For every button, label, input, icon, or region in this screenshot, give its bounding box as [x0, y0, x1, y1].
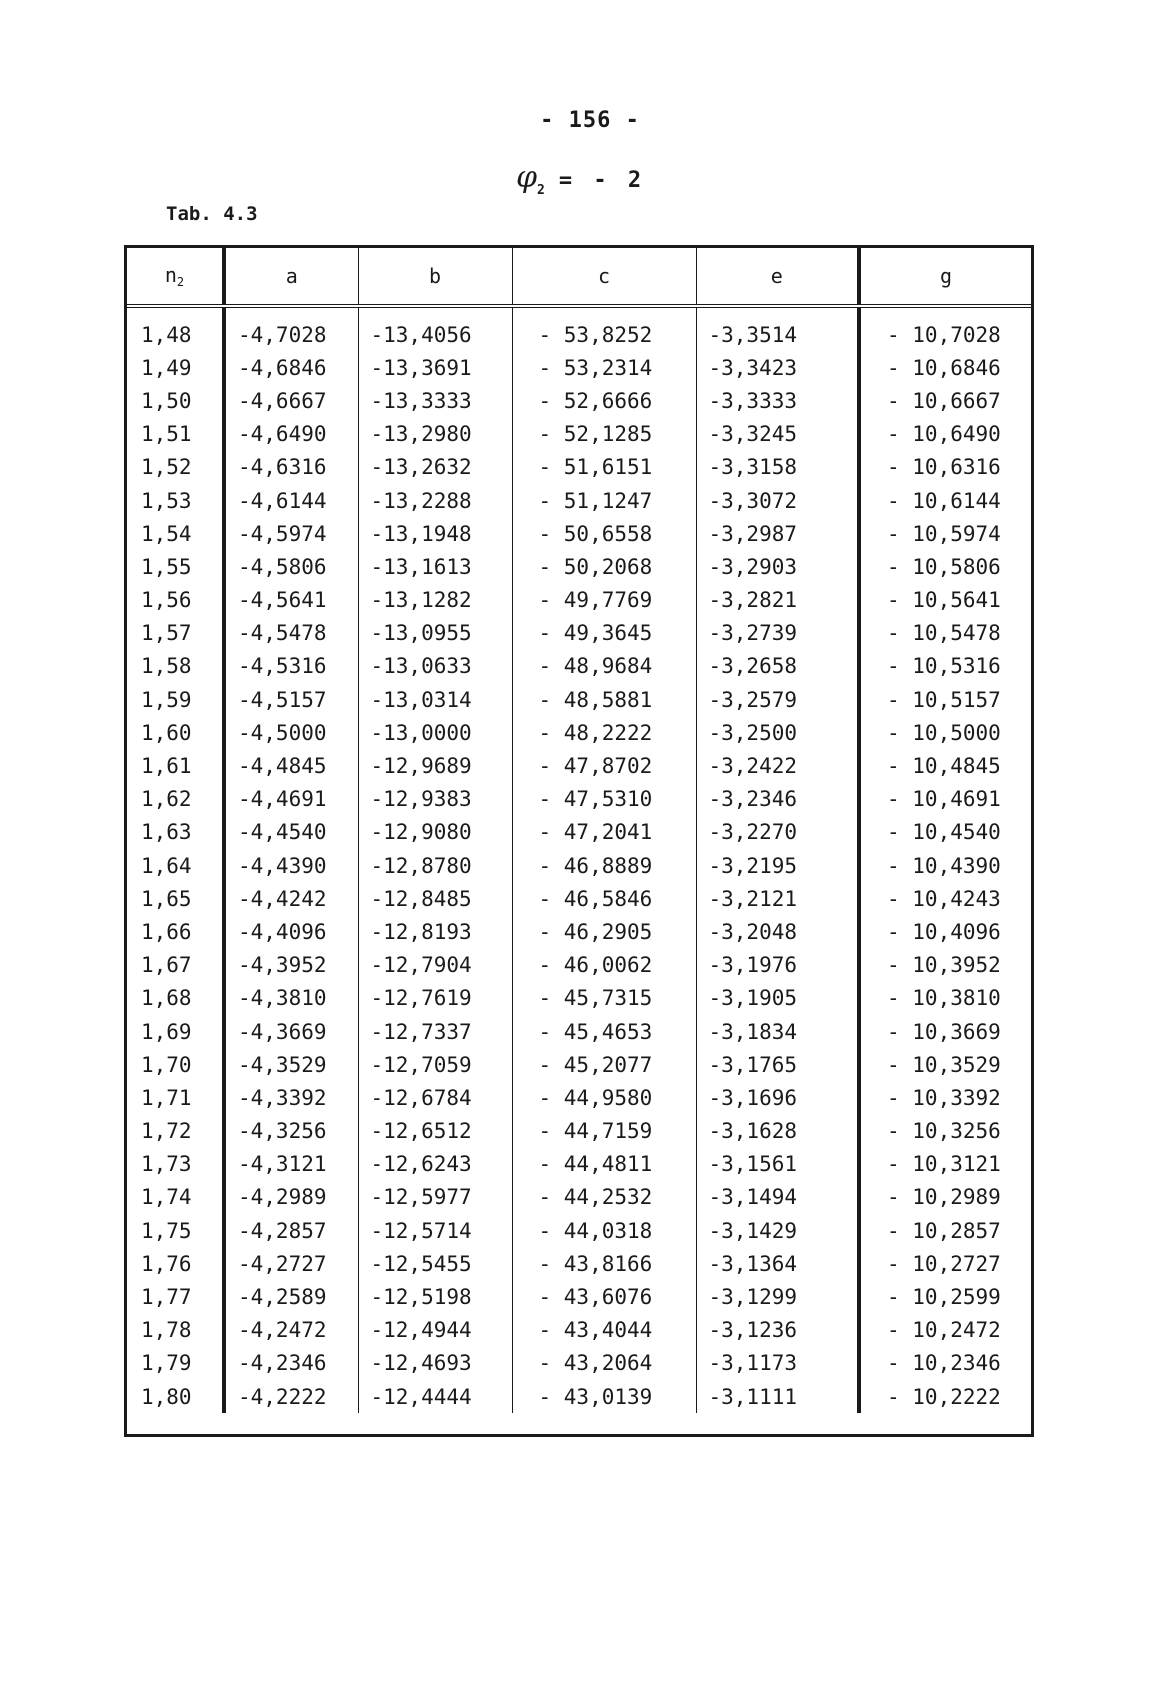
cell-g: - 10,2599 — [859, 1280, 1031, 1313]
cell-g: - 10,3392 — [859, 1081, 1031, 1114]
cell-n2: 1,53 — [141, 488, 192, 513]
cell-e: -3,2422 — [696, 749, 859, 782]
page-number: - 156 - — [540, 108, 640, 133]
cell-a: -4,5000 — [224, 716, 358, 749]
cell-b: -13,3691 — [358, 351, 512, 384]
table-row — [127, 1015, 1031, 1048]
cell-c: - 47,2041 — [512, 816, 696, 849]
header-n-label: n — [164, 263, 177, 287]
cell-e: -3,1696 — [696, 1081, 859, 1114]
cell-g: - 10,5478 — [859, 617, 1031, 650]
cell-n2: 1,64 — [141, 853, 192, 878]
cell-c: - 47,8702 — [512, 749, 696, 782]
cell-e: -3,2987 — [696, 517, 859, 550]
cell-b: -12,7619 — [358, 982, 512, 1015]
cell-a: -4,3392 — [224, 1081, 358, 1114]
cell-g: - 10,2472 — [859, 1314, 1031, 1347]
cell-a: -4,6667 — [224, 384, 358, 417]
table-row — [127, 550, 1031, 583]
cell-c: - 43,2064 — [512, 1347, 696, 1380]
cell-c: - 51,1247 — [512, 484, 696, 517]
cell-c: - 48,5881 — [512, 683, 696, 716]
cell-e: -3,2346 — [696, 783, 859, 816]
table-row — [127, 517, 1031, 550]
cell-a: -4,3810 — [224, 982, 358, 1015]
cell-c: - 49,3645 — [512, 617, 696, 650]
cell-c: - 43,4044 — [512, 1314, 696, 1347]
cell-e: -3,2739 — [696, 617, 859, 650]
cell-c: - 46,5846 — [512, 882, 696, 915]
cell-a: -4,6144 — [224, 484, 358, 517]
cell-g: - 10,5000 — [859, 716, 1031, 749]
cell-g: - 10,7028 — [859, 306, 1031, 351]
table-row — [127, 749, 1031, 782]
cell-a: -4,4390 — [224, 849, 358, 882]
cell-n2: 1,79 — [141, 1351, 192, 1376]
cell-n2: 1,59 — [141, 687, 192, 712]
cell-e: -3,1111 — [696, 1380, 859, 1413]
cell-g: - 10,3121 — [859, 1148, 1031, 1181]
cell-c: - 46,8889 — [512, 849, 696, 882]
table-row — [127, 617, 1031, 650]
cell-g: - 10,6846 — [859, 351, 1031, 384]
cell-g: - 10,5641 — [859, 584, 1031, 617]
cell-b: -13,2632 — [358, 451, 512, 484]
cell-e: -3,3333 — [696, 384, 859, 417]
cell-c: - 44,0318 — [512, 1214, 696, 1247]
cell-g: - 10,4096 — [859, 915, 1031, 948]
cell-e: -3,2121 — [696, 882, 859, 915]
cell-n2: 1,71 — [141, 1085, 192, 1110]
cell-a: -4,5316 — [224, 650, 358, 683]
table-label: Tab. 4.3 — [166, 203, 258, 225]
cell-b: -13,0633 — [358, 650, 512, 683]
cell-e: -3,3245 — [696, 418, 859, 451]
table-row — [127, 384, 1031, 417]
cell-g: - 10,3810 — [859, 982, 1031, 1015]
cell-g: - 10,3669 — [859, 1015, 1031, 1048]
cell-c: - 46,2905 — [512, 915, 696, 948]
cell-a: -4,6846 — [224, 351, 358, 384]
cell-c: - 45,7315 — [512, 982, 696, 1015]
cell-e: -3,1905 — [696, 982, 859, 1015]
cell-g: - 10,5316 — [859, 650, 1031, 683]
cell-e: -3,3423 — [696, 351, 859, 384]
cell-e: -3,3514 — [696, 306, 859, 351]
table-row — [127, 915, 1031, 948]
cell-g: - 10,3952 — [859, 949, 1031, 982]
table-row — [127, 1048, 1031, 1081]
cell-e: -3,1494 — [696, 1181, 859, 1214]
cell-g: - 10,4845 — [859, 749, 1031, 782]
cell-g: - 10,5157 — [859, 683, 1031, 716]
cell-c: - 53,8252 — [512, 306, 696, 351]
cell-b: -12,4693 — [358, 1347, 512, 1380]
cell-n2: 1,70 — [141, 1052, 192, 1077]
cell-c: - 47,5310 — [512, 783, 696, 816]
cell-a: -4,3121 — [224, 1148, 358, 1181]
cell-a: -4,3952 — [224, 949, 358, 982]
table-row — [127, 683, 1031, 716]
cell-a: -4,3256 — [224, 1115, 358, 1148]
phi-symbol: φ — [516, 160, 538, 195]
cell-e: -3,2500 — [696, 716, 859, 749]
cell-n2: 1,65 — [141, 886, 192, 911]
cell-e: -3,2048 — [696, 915, 859, 948]
cell-b: -13,1948 — [358, 517, 512, 550]
cell-e: -3,1976 — [696, 949, 859, 982]
cell-b: -12,6784 — [358, 1081, 512, 1114]
cell-b: -12,7059 — [358, 1048, 512, 1081]
table-row — [127, 816, 1031, 849]
cell-e: -3,1429 — [696, 1214, 859, 1247]
cell-a: -4,2589 — [224, 1280, 358, 1313]
cell-b: -13,0955 — [358, 617, 512, 650]
cell-c: - 50,2068 — [512, 550, 696, 583]
table-row — [127, 584, 1031, 617]
cell-n2: 1,62 — [141, 787, 192, 812]
phi-value: = - 2 — [558, 168, 646, 193]
table-row — [127, 1081, 1031, 1114]
cell-b: -13,0314 — [358, 683, 512, 716]
cell-c: - 53,2314 — [512, 351, 696, 384]
cell-n2: 1,77 — [141, 1285, 192, 1310]
cell-a: -4,4096 — [224, 915, 358, 948]
table-row — [127, 1380, 1031, 1413]
cell-a: -4,4540 — [224, 816, 358, 849]
cell-a: -4,2346 — [224, 1347, 358, 1380]
cell-a: -4,4691 — [224, 783, 358, 816]
cell-e: -3,3072 — [696, 484, 859, 517]
data-table — [127, 248, 1031, 1413]
cell-b: -13,4056 — [358, 306, 512, 351]
cell-n2: 1,61 — [141, 754, 192, 779]
table-row — [127, 849, 1031, 882]
cell-n2: 1,49 — [141, 355, 192, 380]
cell-c: - 43,0139 — [512, 1380, 696, 1413]
cell-n2: 1,72 — [141, 1119, 192, 1144]
table-row — [127, 451, 1031, 484]
table-row — [127, 1214, 1031, 1247]
phi-equation — [516, 160, 645, 198]
table-row — [127, 351, 1031, 384]
cell-c: - 52,6666 — [512, 384, 696, 417]
cell-e: -3,1765 — [696, 1048, 859, 1081]
cell-a: -4,2727 — [224, 1247, 358, 1280]
cell-c: - 44,4811 — [512, 1148, 696, 1181]
table-row — [127, 1247, 1031, 1280]
cell-e: -3,2903 — [696, 550, 859, 583]
cell-g: - 10,2727 — [859, 1247, 1031, 1280]
cell-e: -3,1834 — [696, 1015, 859, 1048]
cell-c: - 49,7769 — [512, 584, 696, 617]
cell-b: -13,1613 — [358, 550, 512, 583]
cell-a: -4,2989 — [224, 1181, 358, 1214]
cell-n2: 1,52 — [141, 455, 192, 480]
cell-c: - 44,2532 — [512, 1181, 696, 1214]
table-row — [127, 949, 1031, 982]
cell-b: -12,8780 — [358, 849, 512, 882]
cell-c: - 48,2222 — [512, 716, 696, 749]
table-row — [127, 716, 1031, 749]
cell-e: -3,2821 — [696, 584, 859, 617]
cell-b: -13,0000 — [358, 716, 512, 749]
cell-g: - 10,2222 — [859, 1380, 1031, 1413]
table-row — [127, 418, 1031, 451]
cell-c: - 44,7159 — [512, 1115, 696, 1148]
cell-b: -12,8485 — [358, 882, 512, 915]
cell-b: -13,2288 — [358, 484, 512, 517]
table-row — [127, 1347, 1031, 1380]
cell-g: - 10,2989 — [859, 1181, 1031, 1214]
cell-e: -3,1299 — [696, 1280, 859, 1313]
table-row — [127, 650, 1031, 683]
cell-n2: 1,73 — [141, 1152, 192, 1177]
cell-n2: 1,69 — [141, 1019, 192, 1044]
data-table-frame — [124, 245, 1034, 1437]
cell-g: - 10,4691 — [859, 783, 1031, 816]
cell-g: - 10,3256 — [859, 1115, 1031, 1148]
cell-a: -4,3669 — [224, 1015, 358, 1048]
table-row — [127, 783, 1031, 816]
cell-a: -4,5478 — [224, 617, 358, 650]
cell-n2: 1,66 — [141, 919, 192, 944]
phi-subscript: 2 — [537, 183, 545, 198]
cell-a: -4,6316 — [224, 451, 358, 484]
cell-e: -3,3158 — [696, 451, 859, 484]
table-header-row — [127, 248, 1031, 306]
table-row — [127, 1148, 1031, 1181]
cell-n2: 1,60 — [141, 720, 192, 745]
cell-g: - 10,3529 — [859, 1048, 1031, 1081]
table-row — [127, 1115, 1031, 1148]
cell-c: - 45,4653 — [512, 1015, 696, 1048]
cell-g: - 10,4243 — [859, 882, 1031, 915]
cell-b: -12,7904 — [358, 949, 512, 982]
cell-b: -12,4944 — [358, 1314, 512, 1347]
cell-n2: 1,76 — [141, 1251, 192, 1276]
table-row — [127, 1280, 1031, 1313]
table-row — [127, 306, 1031, 351]
cell-a: -4,2472 — [224, 1314, 358, 1347]
cell-c: - 45,2077 — [512, 1048, 696, 1081]
cell-g: - 10,6667 — [859, 384, 1031, 417]
cell-a: -4,5974 — [224, 517, 358, 550]
cell-g: - 10,5806 — [859, 550, 1031, 583]
cell-e: -3,2658 — [696, 650, 859, 683]
cell-b: -13,2980 — [358, 418, 512, 451]
cell-n2: 1,67 — [141, 953, 192, 978]
cell-e: -3,1628 — [696, 1115, 859, 1148]
cell-n2: 1,54 — [141, 521, 192, 546]
table-row — [127, 1314, 1031, 1347]
cell-b: -12,9383 — [358, 783, 512, 816]
table-row — [127, 484, 1031, 517]
cell-g: - 10,2857 — [859, 1214, 1031, 1247]
header-n-subscript: 2 — [176, 275, 185, 289]
cell-g: - 10,6490 — [859, 418, 1031, 451]
cell-a: -4,3529 — [224, 1048, 358, 1081]
cell-a: -4,4845 — [224, 749, 358, 782]
cell-n2: 1,56 — [141, 588, 192, 613]
cell-b: -12,5977 — [358, 1181, 512, 1214]
table-row — [127, 982, 1031, 1015]
cell-c: - 52,1285 — [512, 418, 696, 451]
cell-b: -12,5455 — [358, 1247, 512, 1280]
cell-a: -4,6490 — [224, 418, 358, 451]
cell-n2: 1,57 — [141, 621, 192, 646]
cell-a: -4,5157 — [224, 683, 358, 716]
cell-n2: 1,55 — [141, 554, 192, 579]
cell-b: -12,7337 — [358, 1015, 512, 1048]
header-a: a — [224, 248, 358, 306]
header-g: g — [859, 248, 1031, 306]
cell-n2: 1,58 — [141, 654, 192, 679]
cell-g: - 10,6144 — [859, 484, 1031, 517]
cell-b: -12,9689 — [358, 749, 512, 782]
cell-a: -4,7028 — [224, 306, 358, 351]
cell-c: - 43,8166 — [512, 1247, 696, 1280]
cell-c: - 48,9684 — [512, 650, 696, 683]
cell-b: -12,8193 — [358, 915, 512, 948]
cell-n2: 1,50 — [141, 388, 192, 413]
cell-n2: 1,51 — [141, 422, 192, 447]
cell-b: -12,6512 — [358, 1115, 512, 1148]
cell-n2: 1,75 — [141, 1218, 192, 1243]
cell-a: -4,5806 — [224, 550, 358, 583]
cell-c: - 51,6151 — [512, 451, 696, 484]
cell-g: - 10,2346 — [859, 1347, 1031, 1380]
cell-e: -3,1561 — [696, 1148, 859, 1181]
cell-c: - 46,0062 — [512, 949, 696, 982]
cell-c: - 44,9580 — [512, 1081, 696, 1114]
cell-n2: 1,78 — [141, 1318, 192, 1343]
header-b: b — [358, 248, 512, 306]
cell-g: - 10,4390 — [859, 849, 1031, 882]
cell-e: -3,2579 — [696, 683, 859, 716]
cell-n2: 1,68 — [141, 986, 192, 1011]
header-c: c — [512, 248, 696, 306]
cell-a: -4,4242 — [224, 882, 358, 915]
cell-e: -3,1236 — [696, 1314, 859, 1347]
cell-e: -3,2270 — [696, 816, 859, 849]
cell-a: -4,2222 — [224, 1380, 358, 1413]
cell-b: -13,3333 — [358, 384, 512, 417]
cell-n2: 1,74 — [141, 1185, 192, 1210]
cell-e: -3,1364 — [696, 1247, 859, 1280]
cell-n2: 1,48 — [141, 322, 192, 347]
cell-a: -4,2857 — [224, 1214, 358, 1247]
cell-b: -12,6243 — [358, 1148, 512, 1181]
cell-c: - 43,6076 — [512, 1280, 696, 1313]
table-body — [127, 306, 1031, 1413]
table-row — [127, 1181, 1031, 1214]
cell-b: -12,9080 — [358, 816, 512, 849]
cell-g: - 10,6316 — [859, 451, 1031, 484]
header-e: e — [696, 248, 859, 306]
table-row — [127, 882, 1031, 915]
cell-c: - 50,6558 — [512, 517, 696, 550]
cell-b: -12,5714 — [358, 1214, 512, 1247]
cell-b: -12,5198 — [358, 1280, 512, 1313]
cell-b: -13,1282 — [358, 584, 512, 617]
cell-g: - 10,4540 — [859, 816, 1031, 849]
cell-g: - 10,5974 — [859, 517, 1031, 550]
header-n2 — [127, 248, 224, 306]
cell-b: -12,4444 — [358, 1380, 512, 1413]
cell-n2: 1,63 — [141, 820, 192, 845]
cell-e: -3,1173 — [696, 1347, 859, 1380]
cell-n2: 1,80 — [141, 1384, 192, 1409]
cell-e: -3,2195 — [696, 849, 859, 882]
cell-a: -4,5641 — [224, 584, 358, 617]
